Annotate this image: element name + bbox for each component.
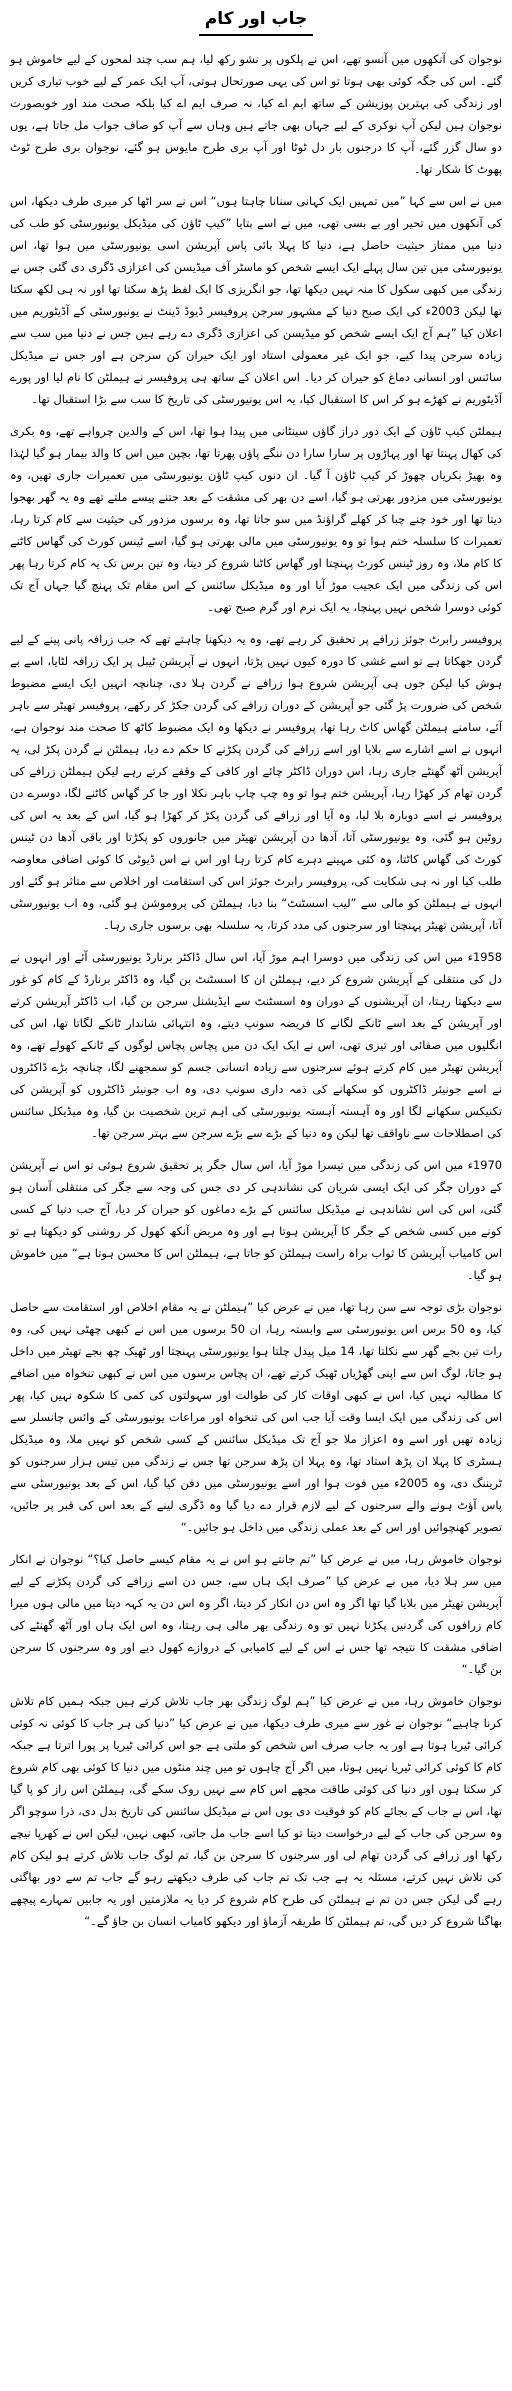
article-paragraph-7: نوجوان بڑی توجہ سے سن رہا تھا، میں نے عرض کیا ”ہیملٹن نے یہ مقام اخلاص اور استقامت سے حاصل کیا، وہ 50 برس اس یونیورسٹی سے وابستہ رہا، ان 50 برسوں میں اس نے کبھی چھٹی نہیں کی، وہ رات تین بجے گھر سے نکلتا تھا، 14 میل پیدل چلتا ہوا یونیورسٹی پہنچتا اور ٹھیک چھ بجے تھیٹر میں داخل ہو جاتا، لوگ اس سے اپنی گھڑیاں ٹھیک کرتے تھے، ان پچاس برسوں میں اس نے کبھی تنخواہ میں اضافے کا مطالبہ نہیں کیا، اس نے کبھی اوقات کار کی طوالت اور سہولتوں کی کمی کا شکوہ نہیں کیا، پھر اس کی زندگی میں ایک ایسا وقت آیا جب اس کی تنخواہ اور مراعات یونیورسٹی کے وائس چانسلر سے زیادہ تھیں اور اسے وہ اعزاز ملا جو آج تک میڈیکل سائنس کے کسی شخص کو نہیں ملا، وہ میڈیکل ہسٹری کا پہلا ان پڑھ استاد تھا، وہ پہلا ان پڑھ سرجن تھا جس نے زندگی میں تیس ہزار سرجنوں کو ٹریننگ دی، وہ 2005ء میں فوت ہوا اور اسے یونیورسٹی میں دفن کیا گیا، اس کے بعد یونیورسٹی سے پاس آؤٹ ہونے والے سرجنوں کے لیے لازم قرار دے دیا گیا وہ ڈگری لینے کے بعد اس کی قبر پر جائیں، تصویر کھنچوائیں اور اس کے بعد عملی زندگی میں داخل ہو جائیں۔“ <box>10 1300 502 1534</box>
article-paragraph-6: 1970ء میں اس کی زندگی میں تیسرا موڑ آیا، اس سال جگر پر تحقیق شروع ہوئی تو اس نے آپریشن کے دوران جگر کی ایک ایسی شریان کی نشاندہی کر دی جس کی وجہ سے جگر کی منتقلی آسان ہو گئی، اس کی اس نشاندہی نے میڈیکل سائنس کے بڑے دماغوں کو حیران کر دیا، آج جب دنیا کے کسی کونے میں کسی شخص کے جگر کا آپریشن ہوتا ہے اور وہ مریض آنکھ کھول کر روشنی کو دیکھتا ہے تو اس کامیاب آپریشن کا ثواب براہ راست ہیملٹن کو جاتا ہے، ہیملٹن اس کا محسن ہوتا ہے“ میں خاموش ہو گیا۔ <box>10 1158 502 1282</box>
article-title: جاب اور کام <box>199 6 313 36</box>
article-body <box>10 48 502 1932</box>
article-paragraph-8: نوجوان خاموش رہا، میں نے عرض کیا ”تم جانتے ہو اس نے یہ مقام کیسے حاصل کیا؟“ نوجوان نے انکار میں سر ہلا دیا، میں نے عرض کیا ”صرف ایک ہاں سے، جس دن اسے زرافے کی گردن پکڑنے کے لیے آپریشن تھیٹر میں بلایا گیا تھا اگر وہ اس دن انکار کر دیتا، اگر وہ اس دن یہ کہہ دیتا میں مالی ہوں میرا کام زرافوں کی گردنیں پکڑنا نہیں تو وہ زندگی بھر مالی ہی رہتا، وہ اس ایک ہاں اور آٹھ گھنٹے کی اضافی مشقت کا نتیجہ تھا جس نے اس کے لیے کامیابی کے دروازے کھول دیے اور وہ سرجنوں کا سرجن بن گیا۔“ <box>10 1552 502 1676</box>
title-block <box>10 6 502 46</box>
article-paragraph-2: میں نے اس سے کہا ”میں تمہیں ایک کہانی سنانا چاہتا ہوں“ اس نے سر اٹھا کر میری طرف دیکھا، اس کی آنکھوں میں تحیر اور بے بسی تھی، میں نے اسے بتایا ”کیپ ٹاؤن کی میڈیکل یونیورسٹی کو طب کی دنیا میں ممتاز حیثیت حاصل ہے، دنیا کا پہلا بائی پاس آپریشن اسی یونیورسٹی میں ہوا تھا، اس یونیورسٹی میں تین سال پہلے ایک ایسے شخص کو ماسٹر آف میڈیسن کی اعزازی ڈگری دی گئی جس نے زندگی میں کبھی سکول کا منہ نہیں دیکھا تھا، جو انگریزی کا ایک لفظ پڑھ سکتا تھا اور نہ ہی لکھ سکتا تھا لیکن 2003ء کی ایک صبح دنیا کے مشہور سرجن پروفیسر ڈیوڈ ڈینٹ نے یونیورسٹی کے آڈیٹوریم میں اعلان کیا ”ہم آج ایک ایسے شخص کو میڈیسن کی اعزازی ڈگری دے رہے ہیں جس نے دنیا میں سب سے زیادہ سرجن پیدا کیے، جو ایک غیر معمولی استاد اور ایک حیران کن سرجن ہے اور جس نے میڈیکل سائنس اور انسانی دماغ کو حیران کر دیا۔ اس اعلان کے ساتھ ہی پروفیسر نے ہیملٹن کا نام لیا اور پورے آڈیٹوریم نے کھڑے ہو کر اس کا استقبال کیا، یہ اس یونیورسٹی کی تاریخ کا سب سے بڑا استقبال تھا۔ <box>10 194 502 406</box>
article-paragraph-3: ہیملٹن کیپ ٹاؤن کے ایک دور دراز گاؤں سینٹانی میں پیدا ہوا تھا، اس کے والدین چرواہے تھے، وہ بکری کی کھال پہنتا تھا اور پہاڑوں پر سارا سارا دن ننگے پاؤں پھرتا تھا، بچپن میں اس کا والد بیمار ہو گیا لہٰذا وہ بھیڑ بکریاں چھوڑ کر کیپ ٹاؤن آ گیا۔ ان دنوں کیپ ٹاؤن یونیورسٹی میں تعمیرات جاری تھیں، وہ یونیورسٹی میں مزدور بھرتی ہو گیا، اسے دن بھر کی مشقت کے بعد جتنے پیسے ملتے تھے وہ یہ گھر بھجوا دیتا تھا اور خود چنے چبا کر کھلے گراؤنڈ میں سو جاتا تھا، وہ برسوں مزدور کی حیثیت سے کام کرتا رہا، تعمیرات کا سلسلہ ختم ہوا تو وہ یونیورسٹی میں مالی بھرتی ہو گیا، اسے ٹینس کورٹ کی گھاس کاٹنے کا کام ملا، وہ روز ٹینس کورٹ پہنچتا اور گھاس کاٹنا شروع کر دیتا، وہ تین برس تک یہ کام کرتا رہا پھر اس کی زندگی میں ایک عجیب موڑ آیا اور وہ میڈیکل سائنس کے اس مقام تک پہنچ گیا جہاں آج تک کوئی دوسرا شخص نہیں پہنچا، یہ ایک نرم اور گرم صبح تھی۔ <box>10 424 502 614</box>
article-paragraph-1: نوجوان کی آنکھوں میں آنسو تھے، اس نے پلکوں پر نشو رکھ لیا، ہم سب چند لمحوں کے لیے خاموش ہو گئے۔ اس کی جگہ کوئی بھی ہوتا تو اس کی یہی صورتحال ہوتی، آپ ایک عمر کے لیے خوب تیاری کریں اور زندگی کی بہترین پوزیشن کے ساتھ ایم اے کیا، نہ صرف ایم اے کیا بلکہ صحت مند اور خوبصورت نوجوان ہیں لیکن آپ نوکری کے لیے جہاں بھی جاتے ہیں وہاں سے آپ کو صاف جواب مل جاتا ہے، یوں دو سال گزر گئے، آپ کا درجنوں بار دل ٹوٹا اور آپ بری طرح مایوس ہو گئے، نوجوان بری طرح ٹوٹ پھوٹ کا شکار تھا۔ <box>10 52 502 176</box>
article-paragraph-5: 1958ء میں اس کی زندگی میں دوسرا اہم موڑ آیا، اس سال ڈاکٹر برنارڈ یونیورسٹی آئے اور انہوں نے دل کی منتقلی کے آپریشن شروع کر دیے، ہیملٹن ان کا اسسٹنٹ بن گیا، وہ ڈاکٹر برنارڈ کے کام کو غور سے دیکھتا رہتا، ان آپریشنوں کے دوران وہ اسسٹنٹ سے ایڈیشنل سرجن بن گیا، اب ڈاکٹر آپریشن کرتے اور آپریشن کے بعد اسے ٹانکے لگانے کا فریضہ سونپ دیتے، وہ انتہائی شاندار ٹانکے لگاتا تھا، اس کی انگلیوں میں صفائی اور تیزی تھی، اس نے ایک ایک دن میں پچاس پچاس لوگوں کے ٹانکے کھولے تھے، وہ آپریشن تھیٹر میں کام کرتے ہوئے سرجنوں سے زیادہ انسانی جسم کو سمجھنے لگا، چنانچہ بڑے ڈاکٹروں نے اسے جونیئر ڈاکٹروں کو سکھانے کی ذمہ داری سونپ دی، وہ اب جونیئر ڈاکٹروں کو آپریشن کی تکنیکس سکھانے لگا اور وہ آہستہ آہستہ یونیورسٹی کی اہم ترین شخصیت بن گیا، وہ میڈیکل سائنس کی اصطلاحات سے ناواقف تھا لیکن وہ دنیا کے بڑے سے بڑے سرجن سے بہتر سرجن تھا۔ <box>10 950 502 1140</box>
article-paragraph-4: پروفیسر رابرٹ جوئز زرافے پر تحقیق کر رہے تھے، وہ یہ دیکھنا چاہتے تھے کہ جب زرافہ پانی پینے کے لیے گردن جھکاتا ہے تو اسے غشی کا دورہ کیوں نہیں پڑتا، انہوں نے آپریشن ٹیبل پر ایک زرافہ لٹایا، اسے بے ہوش کیا لیکن جوں ہی آپریشن شروع ہوا زرافے نے گردن ہلا دی، چنانچہ انہیں ایک ایسے مضبوط شخص کی ضرورت پڑ گئی جو آپریشن کے دوران زرافے کی گردن جکڑ کر رکھے، پروفیسر تھیٹر سے باہر آئے، سامنے ہیملٹن گھاس کاٹ رہا تھا، پروفیسر نے دیکھا وہ ایک مضبوط کاٹھ کا صحت مند نوجوان ہے، انہوں نے اسے اشارے سے بلایا اور اسے زرافے کی گردن پکڑنے کا حکم دے دیا، ہیملٹن نے گردن پکڑ لی، یہ آپریشن آٹھ گھنٹے جاری رہا، اس دوران ڈاکٹر چائے اور کافی کے وقفے کرتے رہے لیکن ہیملٹن زرافے کی گردن تھام کر کھڑا رہا، آپریشن ختم ہوا تو وہ چپ چاپ باہر نکلا اور جا کر گھاس کاٹنے لگا، دوسرے دن پروفیسر نے اسے دوبارہ بلا لیا، وہ آیا اور زرافے کی گردن پکڑ کر کھڑا ہو گیا، اس کے بعد یہ اس کی روٹین ہو گئی، وہ یونیورسٹی آتا، آدھا دن آپریشن تھیٹر میں جانوروں کو پکڑتا اور باقی آدھا دن ٹینس کورٹ کی گھاس کاٹتا، وہ کئی مہینے دہرے کام کرتا رہا اور اس نے اس ڈیوٹی کا کوئی اضافی معاوضہ طلب کیا اور نہ ہی شکایت کی، پروفیسر رابرٹ جوئز اس کی استقامت اور اخلاص سے متاثر ہو گئے اور انہوں نے ہیملٹن کو مالی سے ”لیب اسسٹنٹ“ بنا دیا، ہیملٹن کی پروموشن ہو گئی، وہ اب یونیورسٹی آتا، آپریشن تھیٹر پہنچتا اور سرجنوں کی مدد کرتا، یہ سلسلہ بھی برسوں جاری رہا۔ <box>10 632 502 932</box>
article-paragraph-9: نوجوان خاموش رہا، میں نے عرض کیا ”ہم لوگ زندگی بھر جاب تلاش کرتے ہیں جبکہ ہمیں کام تلاش کرنا چاہیے“ نوجوان نے غور سے میری طرف دیکھا، میں نے عرض کیا ”دنیا کی ہر جاب کا کوئی نہ کوئی کرائی ٹیریا ہوتا ہے اور یہ جاب صرف اس شخص کو ملتی ہے جو اس کرائی ٹیریا پر پورا اترتا ہے جبکہ کام کا کوئی کرائی ٹیریا نہیں ہوتا، میں اگر آج چاہوں تو میں چند منٹوں میں دنیا کا کوئی بھی کام شروع کر سکتا ہوں اور دنیا کی کوئی طاقت مجھے اس کام سے نہیں روک سکے گی، ہیملٹن اس راز کو پا گیا تھا، اس نے جاب کے بجائے کام کو فوقیت دی یوں اس نے میڈیکل سائنس کی تاریخ بدل دی، ذرا سوچو اگر وہ سرجن کی جاب کے لیے درخواست دیتا تو کیا اسے جاب مل جاتی، کبھی نہیں، لیکن اس نے کھرپا نیچے رکھا اور زرافے کی گردن تھام لی اور سرجنوں کا سرجن بن گیا، تم لوگ جاب تلاش کرتے ہو لیکن کام کی تلاش نہیں کرتے، مسئلہ یہ ہے جب تک تم جاب کی طرف دیکھتے رہو گے جاب تم سے دور بھاگتی رہے گی لیکن جس دن تم نے ہیملٹن کی طرح کام شروع کر دیا یہ ملازمتیں اور یہ جابیں تمہارے پیچھے بھاگنا شروع کر دیں گی، تم ہیملٹن کا طریقہ آزماؤ اور دیکھو کامیاب انسان بن جاؤ گے۔“ <box>10 1694 502 1928</box>
